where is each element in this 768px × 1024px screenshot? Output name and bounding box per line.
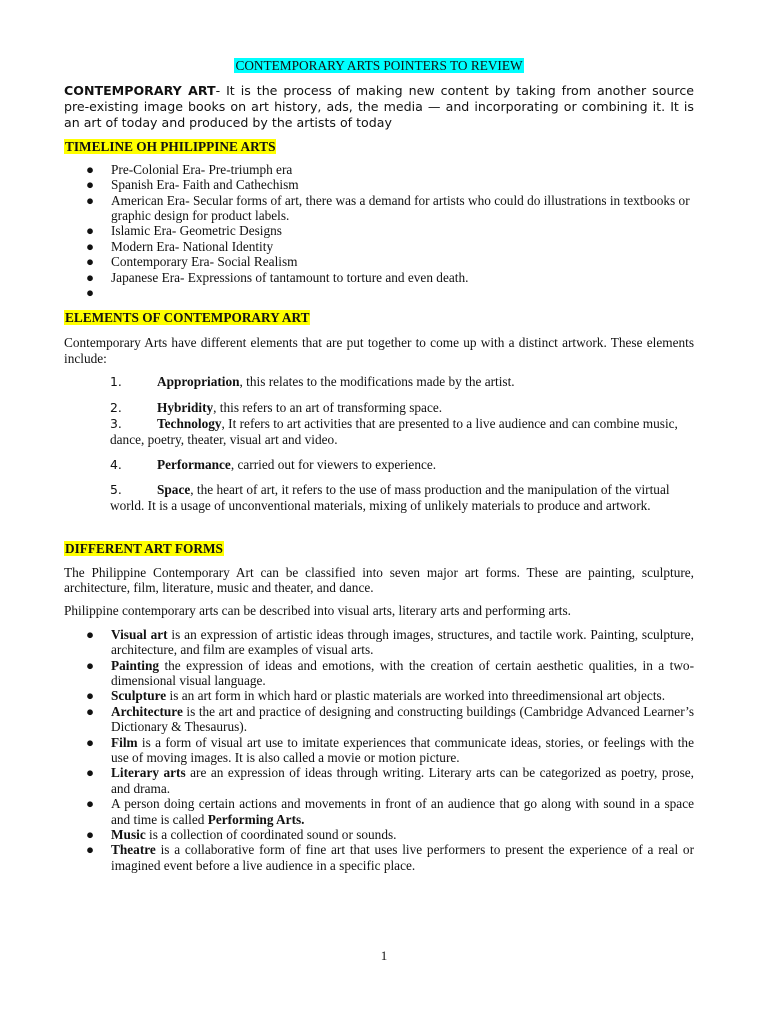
bullet-icon: ● (86, 177, 95, 193)
forms-paragraph-1: The Philippine Contemporary Art can be classified into seven major art forms. These are painting, sculpture, architecture, film, literature, music and theater, and dance. (64, 564, 694, 595)
list-item (64, 658, 694, 689)
item-term: Sculpture (111, 688, 167, 704)
list-item (64, 482, 694, 513)
bullet-icon: ● (86, 703, 95, 719)
list-item (64, 162, 694, 177)
list-item (64, 285, 694, 300)
item-number: 3. (110, 416, 122, 432)
list-item-text: Modern Era- National Identity (111, 238, 274, 254)
bullet-icon: ● (86, 254, 95, 270)
item-text: , It refers to art activities that are presented to a live audience and can combine music, dance, poetry, theater, visual art and video. (110, 416, 678, 447)
timeline-list (64, 162, 694, 300)
item-term: Appropriation (157, 374, 240, 390)
bullet-icon: ● (86, 161, 95, 177)
item-text: is a collection of coordinated sound or sounds. (145, 827, 397, 843)
bullet-icon: ● (86, 842, 95, 858)
item-term: Hybridity (157, 399, 214, 415)
bullet-icon: ● (86, 223, 95, 239)
item-term: Architecture (111, 703, 183, 719)
timeline-heading-block (64, 139, 694, 154)
item-text: is an expression of artistic ideas through images, structures, and tactile work. Painting, sculpture, architecture, and film are examples of visual arts. (111, 626, 694, 658)
forms-paragraph-2: Philippine contemporary arts can be described into visual arts, literary arts and performing arts. (64, 603, 571, 619)
item-term: Performance (157, 456, 231, 472)
item-text: , this refers to an art of transforming space. (213, 399, 443, 415)
bullet-icon: ● (86, 765, 95, 781)
page-title: CONTEMPORARY ARTS POINTERS TO REVIEW (235, 58, 523, 73)
list-item-text: Contemporary Era- Social Realism (111, 254, 298, 270)
item-term: Literary arts (111, 765, 186, 781)
timeline-heading: TIMELINE OH PHILIPPINE ARTS (65, 139, 276, 155)
list-item-text: Pre-Colonial Era- Pre-triumph era (111, 161, 293, 177)
item-term: Music (111, 827, 146, 843)
list-item (64, 254, 694, 269)
item-term: Space (157, 482, 191, 498)
list-item-text: Islamic Era- Geometric Designs (111, 223, 282, 239)
intro-text: - It is the process of making new content by taking from another source pre-existing image books on art history, ads, the media — and incorporating or combining it. It is an art of today and produced by the artists of today (64, 83, 695, 131)
list-item (64, 796, 694, 827)
list-item (64, 627, 694, 658)
list-item-text: Japanese Era- Expressions of tantamount to torture and even death. (111, 269, 469, 285)
title-block (64, 58, 694, 73)
list-item-text: Spanish Era- Faith and Cathechism (111, 177, 299, 193)
bullet-icon: ● (86, 827, 95, 843)
bullet-icon: ● (86, 192, 95, 208)
list-item (64, 193, 694, 224)
list-item (64, 239, 694, 254)
list-item (64, 270, 694, 285)
bullet-icon: ● (86, 269, 95, 285)
list-item (64, 457, 694, 472)
list-item-text: American Era- Secular forms of art, there was a demand for artists who could do illustrations in textbooks or graphic design for product labels. (111, 192, 690, 224)
item-term: Performing Arts. (207, 811, 305, 827)
list-item (64, 416, 694, 447)
item-text: A person doing certain actions and movements in front of an audience that go along with sound in a space and time is called (111, 796, 694, 827)
list-item (64, 223, 694, 238)
elements-intro: Contemporary Arts have different elements that are put together to come up with a distinct artwork. These elements include: (64, 335, 694, 366)
item-text: , this relates to the modifications made by the artist. (239, 374, 515, 390)
list-item (64, 400, 694, 415)
bullet-icon: ● (86, 626, 95, 642)
list-item (64, 765, 694, 796)
intro-term: CONTEMPORARY ART (64, 83, 216, 99)
item-number: 2. (110, 399, 122, 415)
forms-heading: DIFFERENT ART FORMS (65, 541, 223, 557)
item-term: Technology (157, 416, 222, 432)
item-number: 1. (110, 374, 122, 390)
item-text: is a collaborative form of fine art that uses live performers to present the experience of a real or imagined event before a live audience in a specific place. (111, 842, 694, 873)
item-text: is the art and practice of designing and constructing buildings (Cambridge Advanced Learner’s Dictionary & Thesaurus). (111, 703, 694, 735)
list-item (64, 735, 694, 766)
bullet-icon: ● (86, 238, 95, 254)
intro-paragraph (64, 83, 694, 131)
item-text: are an expression of ideas through writing. Literary arts can be categorized as poetry, prose, and drama. (111, 765, 694, 796)
bullet-icon: ● (86, 285, 95, 301)
item-text: the expression of ideas and emotions, with the creation of certain aesthetic qualities, in a two-dimensional visual language. (111, 657, 694, 688)
document-page (64, 58, 694, 873)
bullet-icon: ● (86, 796, 95, 812)
page-number: 1 (380, 948, 388, 963)
list-item (64, 374, 694, 389)
bullet-icon: ● (86, 688, 95, 704)
item-number: 5. (110, 482, 122, 498)
item-term: Film (111, 734, 138, 750)
art-forms-list (64, 627, 694, 874)
item-text: , the heart of art, it refers to the use of mass production and the manipulation of the virtual world. It is a usage of unconventional materials, mixing of unlikely materials to produce and artwork. (110, 482, 670, 513)
list-item (64, 827, 694, 842)
item-number: 4. (110, 456, 122, 472)
elements-list (64, 374, 694, 513)
bullet-icon: ● (86, 734, 95, 750)
item-text: is a form of visual art use to imitate experiences that communicate ideas, stories, or feelings with the use of moving images. It is also called a movie or motion picture. (111, 734, 694, 765)
item-term: Theatre (111, 842, 156, 858)
item-term: Painting (111, 657, 160, 673)
elements-heading: ELEMENTS OF CONTEMPORARY ART (65, 310, 310, 326)
item-text: is an art form in which hard or plastic materials are worked into threedimensional art objects. (166, 688, 666, 704)
list-item (64, 704, 694, 735)
list-item (64, 842, 694, 873)
forms-heading-block (64, 541, 694, 556)
item-text: , carried out for viewers to experience. (230, 456, 437, 472)
list-item (64, 688, 694, 703)
bullet-icon: ● (86, 657, 95, 673)
item-term: Visual art (111, 626, 168, 642)
list-item (64, 177, 694, 192)
elements-heading-block (64, 310, 694, 325)
